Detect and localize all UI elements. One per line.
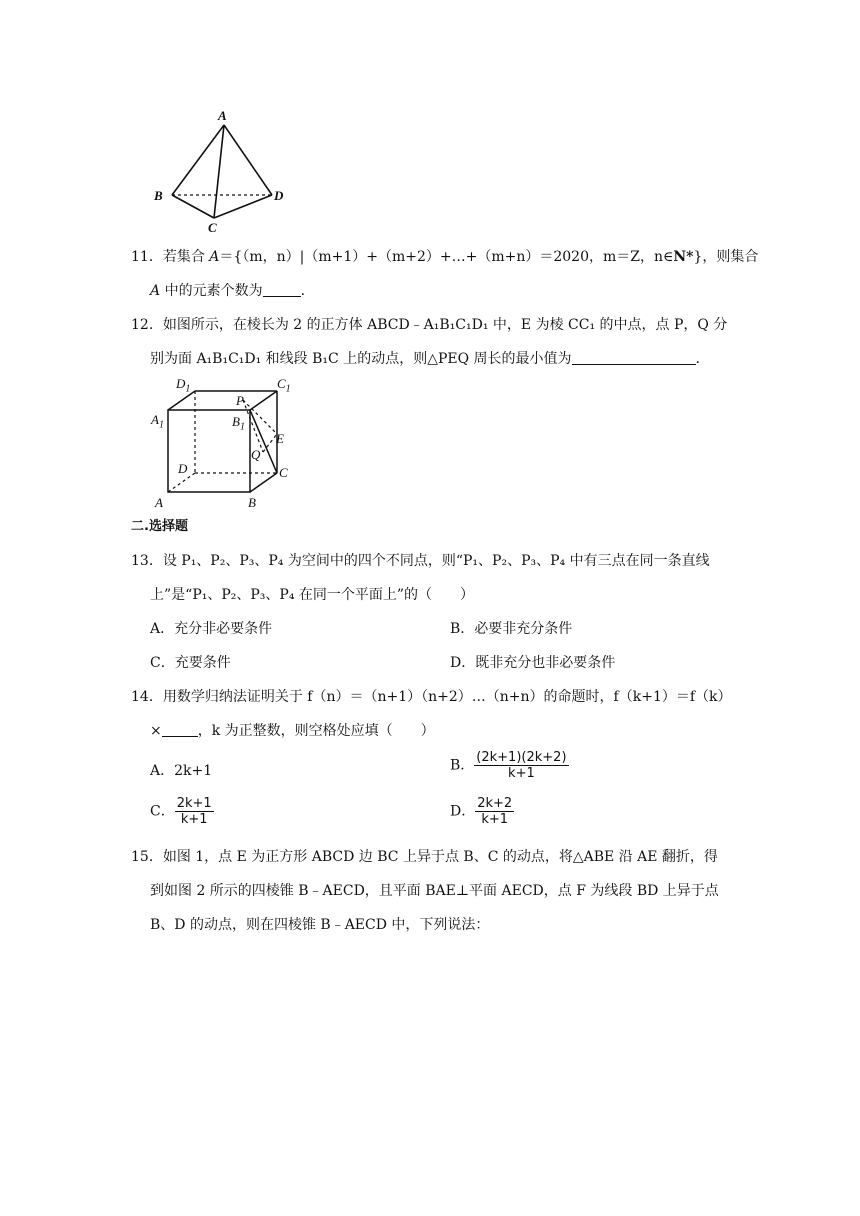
- q13-option-d[interactable]: D．既非充分也非必要条件: [450, 655, 616, 671]
- q13-option-c[interactable]: C．充要条件: [150, 655, 231, 671]
- point-label-e: E: [276, 431, 284, 446]
- vertex-label-a: A: [155, 495, 163, 510]
- vertex-label-b: B: [248, 495, 256, 510]
- q12-answer-blank[interactable]: [572, 350, 696, 365]
- q15-line2: 到如图 2 所示的四棱锥 B﹣AECD，且平面 BAE⊥平面 AECD，点 F 为线段 BD 上异于点: [150, 883, 719, 899]
- q14-option-c-fraction: $\frac{2k+1}{k+1}$: [176, 796, 212, 827]
- section-heading: 二.选择题: [131, 519, 188, 534]
- segment-b1c: [250, 410, 277, 473]
- q11-answer-blank[interactable]: [263, 282, 301, 297]
- vertex-label-b: B: [154, 188, 163, 203]
- q14-option-d-fraction: $\frac{2k+2}{k+1}$: [477, 796, 513, 827]
- q14-line2: × ，k 为正整数，则空格处应填（ ）: [150, 723, 435, 739]
- q12-number: 12．: [131, 317, 163, 333]
- vertex-label-d: D: [274, 188, 284, 203]
- q13-line2: 上”是“P₁、P₂、P₃、P₄ 在同一个平面上”的（ ）: [150, 587, 475, 603]
- q14-option-b[interactable]: B． $\frac{(2k+1)(2k+2)}{k+1}$: [450, 750, 567, 781]
- q14-option-d[interactable]: D． $\frac{2k+2}{k+1}$: [450, 796, 513, 827]
- q13-line1: 13．设 P₁、P₂、P₃、P₄ 为空间中的四个不同点，则“P₁、P₂、P₃、P₄ 中有三点在同一条直线: [131, 553, 710, 569]
- edge-bc: [172, 195, 214, 218]
- q15-line1: 15．如图 1，点 E 为正方形 ABCD 边 BC 上异于点 B、C 的动点，将△ABE 沿 AE 翻折，得: [131, 849, 718, 865]
- cube-figure: [145, 372, 305, 512]
- vertex-label-d: D: [178, 461, 188, 476]
- segment-pe: [243, 400, 277, 434]
- q14-line1: 14．用数学归纳法证明关于 f（n）＝（n+1）（n+2）…（n+n）的命题时，f（k+1）＝f（k）: [131, 689, 732, 705]
- edge-ac: [214, 125, 224, 218]
- q15-line3: B、D 的动点，则在四棱锥 B﹣AECD 中，下列说法：: [150, 917, 490, 933]
- edge-ad: [224, 125, 272, 195]
- vertex-label-c: C: [279, 465, 288, 480]
- q13-option-b[interactable]: B．必要非充分条件: [450, 621, 573, 637]
- point-label-q: Q: [251, 447, 261, 462]
- vertex-label-c1: $C_1$: [277, 376, 291, 395]
- q14-answer-blank[interactable]: [162, 722, 198, 737]
- vertex-label-a: A: [218, 108, 227, 123]
- tetrahedron-svg: [150, 108, 290, 238]
- q11-number: 11．: [131, 249, 163, 265]
- q14-option-a[interactable]: A．2k+1: [150, 763, 213, 779]
- edge-ab: [172, 125, 224, 195]
- tetrahedron-figure: [150, 108, 290, 238]
- q11-line2: A 中的元素个数为 .: [150, 283, 306, 299]
- vertex-label-d1: $D_1$: [176, 376, 191, 395]
- segment-qe: [263, 434, 277, 452]
- q13-option-a[interactable]: A．充分非必要条件: [150, 621, 273, 637]
- vertex-label-c: C: [208, 220, 217, 235]
- point-label-p: P: [236, 393, 244, 408]
- q14-option-b-fraction: $\frac{(2k+1)(2k+2)}{k+1}$: [476, 750, 567, 781]
- vertex-label-a1: $A_1$: [151, 412, 164, 431]
- q14-number: 14．: [131, 689, 163, 705]
- edge-cd: [214, 195, 272, 218]
- vertex-label-b1: $B_1$: [232, 414, 245, 433]
- q12-line2: 别为面 A₁B₁C₁D₁ 和线段 B₁C 上的动点，则△PEQ 周长的最小值为 .: [150, 351, 700, 367]
- q15-number: 15．: [131, 849, 163, 865]
- q11-set-definition: ＝{（m，n）|（m+1）+（m+2）+…+（m+n）＝2020，m＝Z，n∈: [219, 249, 674, 265]
- q14-option-c[interactable]: C． $\frac{2k+1}{k+1}$: [150, 796, 212, 827]
- q12-line1: 12．如图所示，在棱长为 2 的正方体 ABCD﹣A₁B₁C₁D₁ 中，E 为棱 CC₁ 的中点，点 P，Q 分: [131, 317, 728, 333]
- q11-line1: 11．若集合 A＝{（m，n）|（m+1）+（m+2）+…+（m+n）＝2020，m＝Z，n∈N*}，则集合: [131, 249, 759, 265]
- q13-number: 13．: [131, 553, 163, 569]
